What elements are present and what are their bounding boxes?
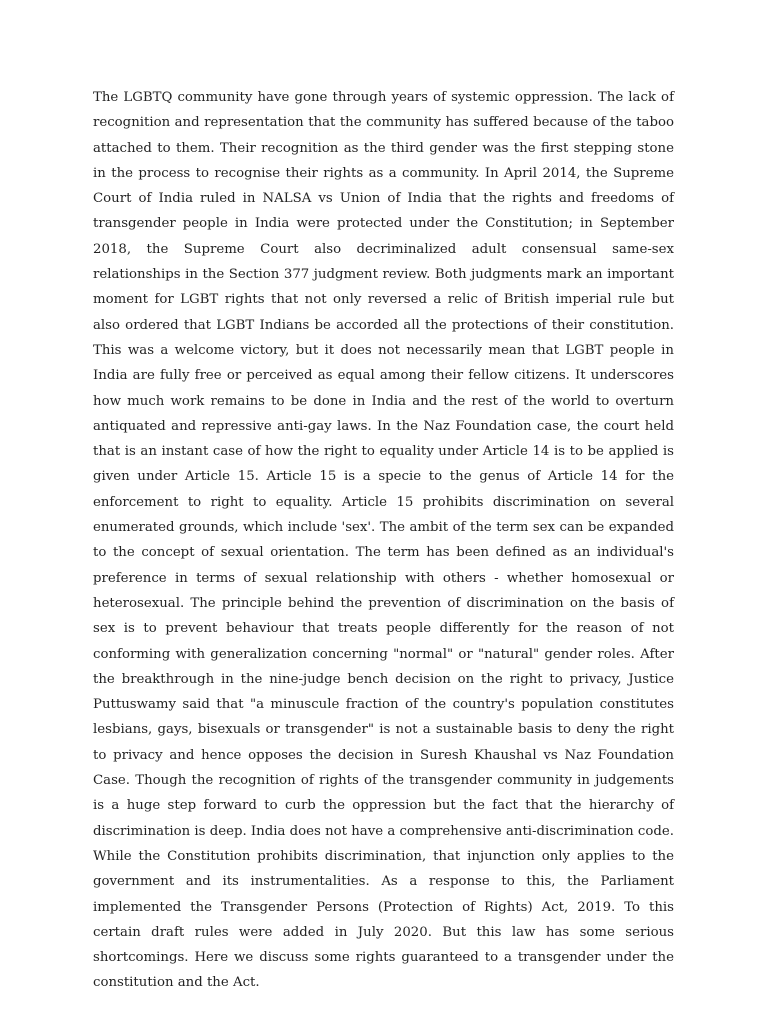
body-paragraph: The LGBTQ community have gone through years of systemic oppression. The lack of recognition and representation that the community has suffered because of the taboo attached to them. Their recognition as the third gender was the first stepping stone in the process to recognise their rights as a community. In April 2014, the Supreme Court of India ruled in NALSA vs Union of India that the rights and freedoms of transgender people in India were protected under the Constitution; in September 2018, the Supreme Court also decriminalized adult consensual same-sex relationships in the Section 377 judgment review. Both judgments mark an important moment for LGBT rights that not only reversed a relic of British imperial rule but also ordered that LGBT Indians be accorded all the protections of their constitution. This was a welcome victory, but it does not necessarily mean that LGBT people in India are fully free or perceived as equal among their fellow citizens. It underscores how much work remains to be done in India and the rest of the world to overturn antiquated and repressive anti-gay laws. In the Naz Foundation case, the court held that is an instant case of how the right to equality under Article 14 is to be applied is given under Article 15. Article 15 is a specie to the genus of Article 14 for the enforcement to right to equality. Article 15 prohibits discrimination on several enumerated grounds, which include 'sex'. The ambit of the term sex can be expanded to the concept of sexual orientation. The term has been defined as an individual's preference in terms of sexual relationship with others - whether homosexual or heterosexual. The principle behind the prevention of discrimination on the basis of sex is to prevent behaviour that treats people differently for the reason of not conforming with generalization concerning "normal" or "natural" gender roles. After the breakthrough in the nine-judge bench decision on the right to privacy, Justice Puttuswamy said that "a minuscule fraction of the country's population constitutes lesbians, gays, bisexuals or transgender" is not a sustainable basis to deny the right to privacy and hence opposes the decision in Suresh Khaushal vs Naz Foundation Case. Though the recognition of rights of the transgender community in judgements is a huge step forward to curb the oppression but the fact that the hierarchy of discrimination is deep. India does not have a comprehensive anti-discrimination code. While the Constitution prohibits discrimination, that injunction only applies to the government and its instrumentalities. As a response to this, the Parliament implemented the Transgender Persons (Protection of Rights) Act, 2019. To this certain draft rules were added in July 2020. But this law has some serious shortcomings. Here we discuss some rights guaranteed to a transgender under the constitution and the Act. (93, 90, 674, 991)
